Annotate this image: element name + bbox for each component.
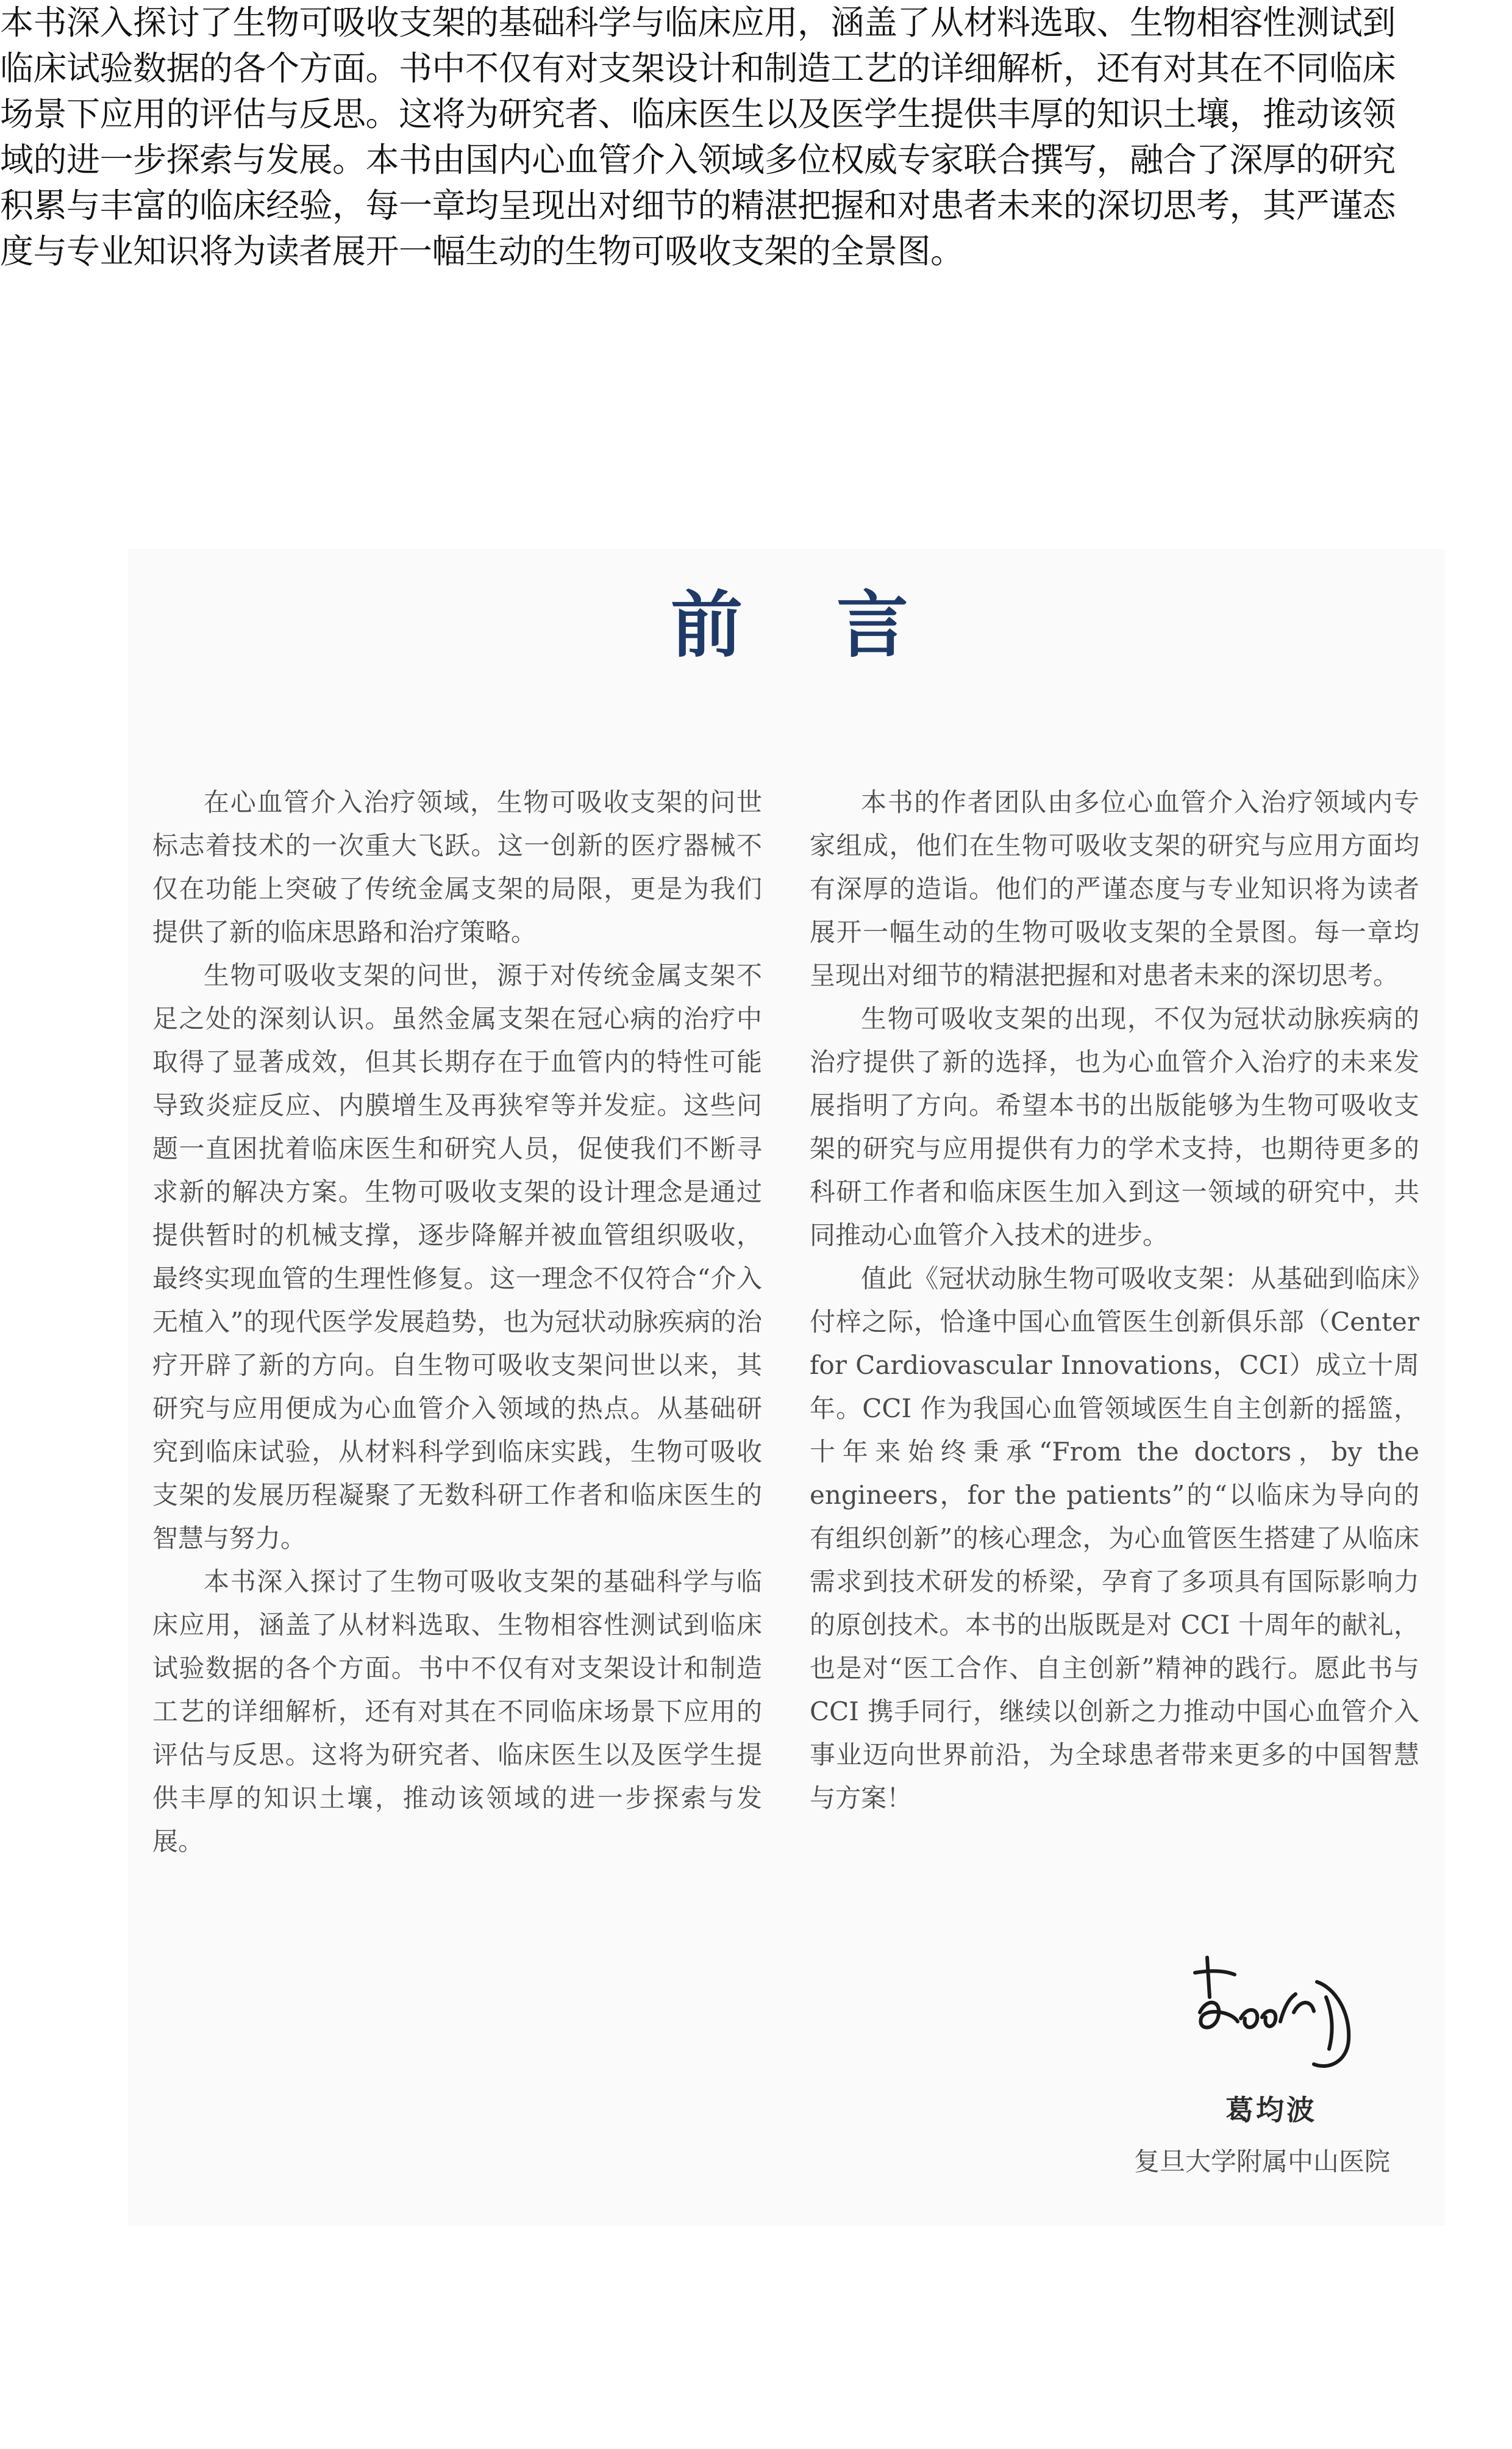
- handwritten-signature: [1189, 1939, 1366, 2079]
- preface-paragraph: 生物可吸收支架的出现，不仅为冠状动脉疾病的治疗提供了新的选择，也为心血管介入治疗的未来发展指明了方向。希望本书的出版能够为生物可吸收支架的研究与应用提供有力的学术支持，也期待更多的科研工作者和临床医生加入到这一领域的研究中，共同推动心血管介入技术的进步。: [810, 1004, 1419, 1250]
- preface-title-char-1: 前: [671, 582, 746, 667]
- preface-paragraph: 本书的作者团队由多位心血管介入治疗领域内专家组成，他们在生物可吸收支架的研究与应用方面均有深厚的造诣。他们的严谨态度与专业知识将为读者展开一幅生动的生物可吸收支架的全景图。每一章均呈现出对细节的精湛把握和对患者未来的深切思考。: [810, 787, 1419, 990]
- signer-affiliation: 复旦大学附属中山医院: [1134, 2147, 1391, 2176]
- preface-title: [671, 582, 911, 668]
- preface-paragraph: 在心血管介入治疗领域，生物可吸收支架的问世标志着技术的一次重大飞跃。这一创新的医疗器械不仅在功能上突破了传统金属支架的局限，更是为我们提供了新的临床思路和治疗策略。: [152, 787, 762, 947]
- preface-left-column: [152, 781, 762, 1863]
- preface-paragraph: 生物可吸收支架的问世，源于对传统金属支架不足之处的深刻认识。虽然金属支架在冠心病的治疗中取得了显著成效，但其长期存在于血管内的特性可能导致炎症反应、内膜增生及再狭窄等并发症。这些问题一直困扰着临床医生和研究人员，促使我们不断寻求新的解决方案。生物可吸收支架的设计理念是通过提供暂时的机械支撑，逐步降解并被血管组织吸收，最终实现血管的生理性修复。这一理念不仅符合“介入无植入”的现代医学发展趋势，也为冠状动脉疾病的治疗开辟了新的方向。自生物可吸收支架问世以来，其研究与应用便成为心血管介入领域的热点。从基础研究到临床试验，从材料科学到临床实践，生物可吸收支架的发展历程凝聚了无数科研工作者和临床医生的智慧与努力。: [152, 960, 762, 1553]
- book-summary: 本书深入探讨了生物可吸收支架的基础科学与临床应用，涵盖了从材料选取、生物相容性测试到临床试验数据的各个方面。书中不仅有对支架设计和制造工艺的详细解析，还有对其在不同临床场景下应用的评估与反思。这将为研究者、临床医生以及医学生提供丰厚的知识土壤，推动该领域的进一步探索与发展。本书由国内心血管介入领域多位权威专家联合撰写，融合了深厚的研究积累与丰富的临床经验，每一章均呈现出对细节的精湛把握和对患者未来的深切思考，其严谨态度与专业知识将为读者展开一幅生动的生物可吸收支架的全景图。: [0, 3, 1396, 271]
- preface-right-column: [810, 781, 1419, 1820]
- signer-name: 葛均波: [1225, 2093, 1317, 2126]
- preface-paragraph: 值此《冠状动脉生物可吸收支架：从基础到临床》付梓之际，恰逢中国心血管医生创新俱乐部（Center for Cardiovascular Innovations，CCI）成立十周年。CCI 作为我国心血管领域医生自主创新的摇篮，十年来始终秉承“From the doctors，by the engineers，for the patients”的“以临床为导向的有组织创新”的核心理念，为心血管医生搭建了从临床需求到技术研发的桥梁，孕育了多项具有国际影响力的原创技术。本书的出版既是对 CCI 十周年的献礼，也是对“医工合作、自主创新”精神的践行。愿此书与 CCI 携手同行，继续以创新之力推动中国心血管介入事业迈向世界前沿，为全球患者带来更多的中国智慧与方案！: [810, 1264, 1419, 1813]
- preface-paragraph: 本书深入探讨了生物可吸收支架的基础科学与临床应用，涵盖了从材料选取、生物相容性测试到临床试验数据的各个方面。书中不仅有对支架设计和制造工艺的详细解析，还有对其在不同临床场景下应用的评估与反思。这将为研究者、临床医生以及医学生提供丰厚的知识土壤，推动该领域的进一步探索与发展。: [152, 1567, 762, 1856]
- preface-title-char-2: 言: [836, 582, 911, 667]
